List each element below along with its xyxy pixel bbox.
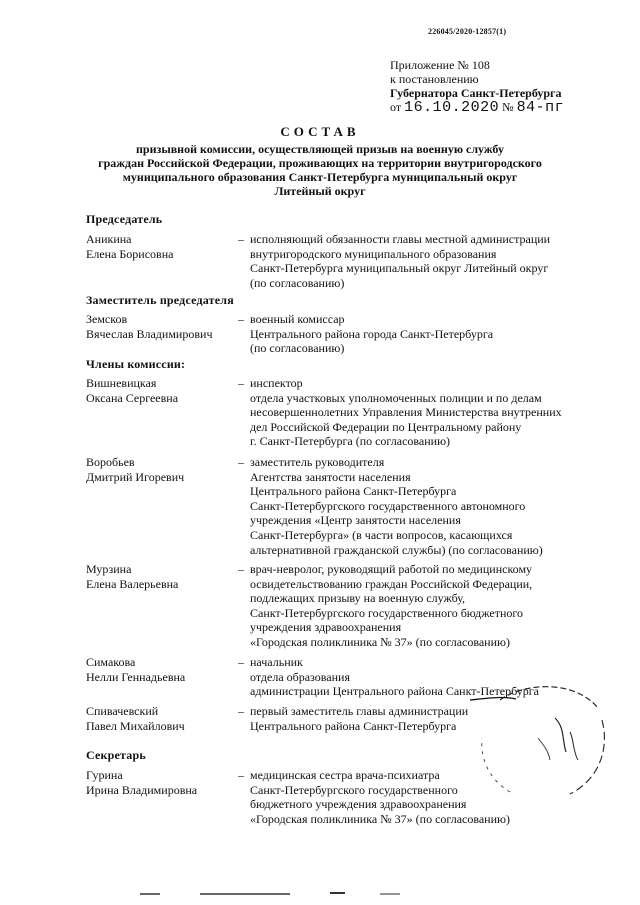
member-position: военный комиссар Центрального района города Санкт-Петербурга (по согласованию): [250, 312, 494, 356]
bottom-scan-marks: [140, 888, 500, 898]
subtitle-line: Литейный округ: [274, 184, 366, 198]
section-chair: Председатель: [86, 212, 163, 226]
dash: –: [238, 562, 244, 576]
appendix-governor: Губернатора Санкт-Петербурга: [390, 86, 562, 100]
document-heading: [80, 124, 560, 198]
dash: –: [238, 455, 244, 469]
subtitle-line: граждан Российской Федерации, проживающих на территории внутригородского: [98, 156, 542, 170]
resolution-number: 84-пг: [516, 99, 565, 116]
dash: –: [238, 655, 244, 669]
member-name: Вишневицкая Оксана Сергеевна: [86, 376, 179, 405]
section-secretary: Секретарь: [86, 748, 146, 762]
appendix-resolution: к постановлению: [390, 72, 479, 86]
member-position: заместитель руководителя Агентства занятости населения Центрального района Санкт-Петербурга Санкт-Петербургского государственного автономного учреждения «Центр занятости населения Санкт-Петербурга» (в части вопросов, касающихся альтернативной гражданской службы) (по согласованию): [250, 455, 543, 557]
member-name: Аникина Елена Борисовна: [86, 232, 174, 261]
dash: –: [238, 704, 244, 718]
member-position: исполняющий обязанности главы местной администрации внутригородского муниципального образования Санкт-Петербурга муниципальный округ Литейный округ (по согласованию): [250, 232, 551, 290]
section-deputy: Заместитель председателя: [86, 293, 234, 307]
subtitle-line: муниципального образования Санкт-Петербурга муниципальный округ: [122, 170, 518, 184]
appendix-number: Приложение № 108: [390, 58, 490, 72]
member-position: инспектор отдела участковых уполномоченных полиции и по делам несовершеннолетних Управления Министерства внутренних дел Российской Федерации по Центральному району г. Санкт-Петербурга (по согласованию): [250, 376, 562, 449]
member-position: медицинская сестра врача-психиатра Санкт-Петербургского государственного бюджетного учреждения здравоохранения «Городская поликлиника № 37» (по согласованию): [250, 768, 510, 826]
document-title: СОСТАВ: [280, 124, 360, 139]
member-name: Земсков Вячеслав Владимирович: [86, 312, 213, 341]
member-name: Спивачевский Павел Михайлович: [86, 704, 185, 733]
number-prefix: №: [502, 100, 514, 114]
official-seal-stamp: [470, 680, 610, 800]
member-name: Симакова Нелли Геннадьевна: [86, 655, 186, 684]
appendix-block: [390, 58, 564, 115]
member-name: Гурина Ирина Владимировна: [86, 768, 198, 797]
date-prefix: от: [390, 100, 402, 114]
appendix-date-line: [390, 100, 564, 115]
member-name: Воробьев Дмитрий Игоревич: [86, 455, 185, 484]
member-name: Мурзина Елена Валерьевна: [86, 562, 179, 591]
subtitle-line: призывной комиссии, осуществляющей призыв на военную службу: [136, 142, 504, 156]
member-position: начальник отдела образования администрации Центрального района Санкт-Петербурга: [250, 655, 539, 699]
dash: –: [238, 312, 244, 326]
resolution-date: 16.10.2020: [404, 99, 500, 116]
dash: –: [238, 232, 244, 246]
member-position: первый заместитель главы администрации Центрального района Санкт-Петербурга: [250, 704, 469, 733]
document-subtitle: [80, 142, 560, 198]
dash: –: [238, 376, 244, 390]
section-members: Члены комиссии:: [86, 357, 186, 371]
dash: –: [238, 768, 244, 782]
registration-number: 226045/2020-12857(1): [428, 27, 507, 36]
member-position: врач-невролог, руководящий работой по медицинскому освидетельствованию граждан Российской Федерации, подлежащих призыву на военную службу, Санкт-Петербургского государственного бюджетного учреждения здравоохранения «Городская поликлиника № 37» (по согласованию): [250, 562, 533, 649]
